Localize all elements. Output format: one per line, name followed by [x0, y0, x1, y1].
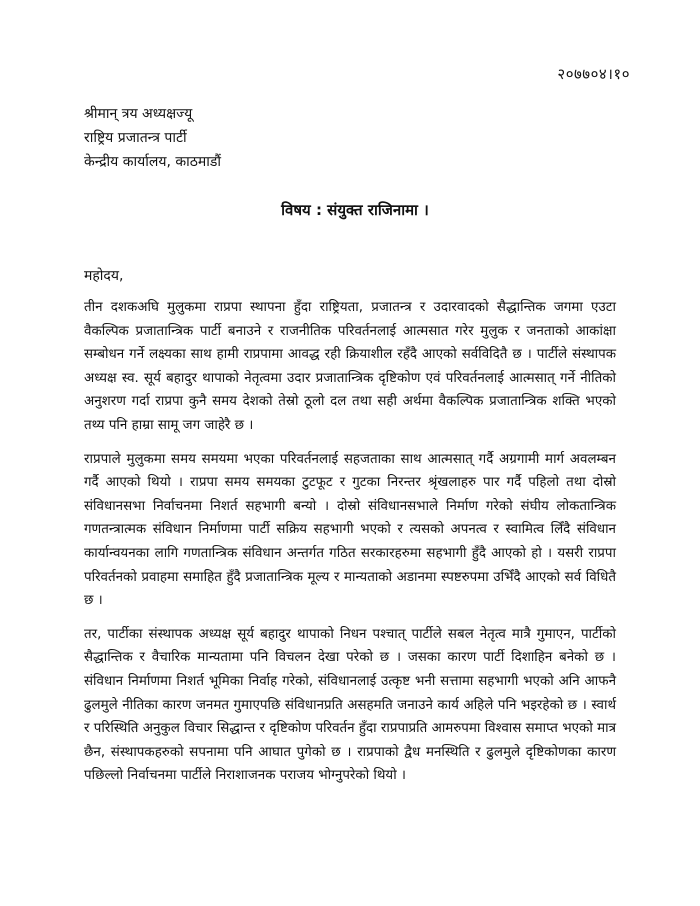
recipient-line: श्रीमान् त्रय अध्यक्षज्यू	[84, 106, 193, 122]
body-paragraph: तीन दशकअघि मुलुकमा राप्रपा स्थापना हुँदा राष्ट्रियता, प्रजातन्त्र र उदारवादको सैद्धान्तिक जगमा एउटा वैकल्पिक प्रजातान्त्रिक पार्टी बनाउने र राजनीतिक परिवर्तनलाई आत्मसात गरेर मुलुक र जनताको आकांक्षा सम्बोधन गर्ने लक्ष्यका साथ हामी राप्रपामा आवद्ध रही क्रियाशील रहँदै आएको सर्वविदितै छ । पार्टीले संस्थापक अध्यक्ष स्व. सूर्य बहादुर थापाको नेतृत्वमा उदार प्रजातान्त्रिक दृष्टिकोण एवं परिवर्तनलाई आत्मसात् गर्ने नीतिको अनुशरण गर्दा राप्रपा कुनै समय देशको तेस्रो ठूलो दल तथा सही अर्थमा वैकल्पिक प्रजातान्त्रिक शक्ति भएको तथ्य पनि हाम्रा सामू जग जाहेरै छ ।	[84, 300, 616, 433]
letter-salutation: महोदय,	[84, 268, 124, 284]
recipient-line: केन्द्रीय कार्यालय, काठमाडौं	[84, 154, 221, 170]
letter-date: २०७७०४।१०	[557, 65, 630, 83]
letter-subject: विषय : संयुक्त राजिनामा ।	[281, 201, 429, 219]
body-paragraph: राप्रपाले मुलुकमा समय समयमा भएका परिवर्तनलाई सहजताका साथ आत्मसात् गर्दै अग्रगामी मार्ग अवलम्बन गर्दै आएको थियो । राप्रपा समय समयका टुटफूट र गुटका निरन्तर श्रृंखलाहरु पार गर्दै पहिलो तथा दोस्रो संविधानसभा निर्वाचनमा निशर्त सहभागी बन्यो । दोस्रो संविधानसभाले निर्माण गरेको संघीय लोकतान्त्रिक गणतन्त्रात्मक संविधान निर्माणमा पार्टी सक्रिय सहभागी भएको र त्यसको अपनत्व र स्वामित्व लिँदै संविधान कार्यान्वयनका लागि गणतान्त्रिक संविधान अन्तर्गत गठित सरकारहरुमा सहभागी हुँदै आएको हो । यसरी राप्रपा परिवर्तनको प्रवाहमा समाहित हुँदै प्रजातान्त्रिक मूल्य र मान्यताको अडानमा स्पष्टरुपमा उभिँदै आएको सर्व विधितै छ ।	[84, 451, 616, 609]
letter-body	[84, 296, 616, 798]
recipient-line: राष्ट्रिय प्रजातन्त्र पार्टी	[84, 130, 187, 146]
recipient-address	[84, 102, 221, 174]
body-paragraph: तर, पार्टीका संस्थापक अध्यक्ष सूर्य बहादुर थापाको निधन पश्चात् पार्टीले सबल नेतृत्व मात्रै गुमाएन, पार्टीको सैद्धान्तिक र वैचारिक मान्यतामा पनि विचलन देखा परेको छ । जसका कारण पार्टी दिशाहिन बनेको छ । संविधान निर्माणमा निशर्त भूमिका निर्वाह गरेको, संविधानलाई उत्कृष्ट भनी सत्तामा सहभागी भएको अनि आफनै ढुलमुले नीतिका कारण जनमत गुमाएपछि संविधानप्रति असहमति जनाउने कार्य अहिले पनि भइरहेको छ । स्वार्थ र परिस्थिति अनुकुल विचार सिद्धान्त र दृष्टिकोण परिवर्तन हुँदा राप्रपाप्रति आमरुपमा विश्वास समाप्त भएको मात्र छैन, संस्थापकहरुको सपनामा पनि आघात पुगेको छ । राप्रपाको द्वैध मनस्थिति र ढुलमुले दृष्टिकोणका कारण पछिल्लो निर्वाचनमा पार्टीले निराशाजनक पराजय भोग्नुपरेको थियो ।	[84, 626, 616, 784]
